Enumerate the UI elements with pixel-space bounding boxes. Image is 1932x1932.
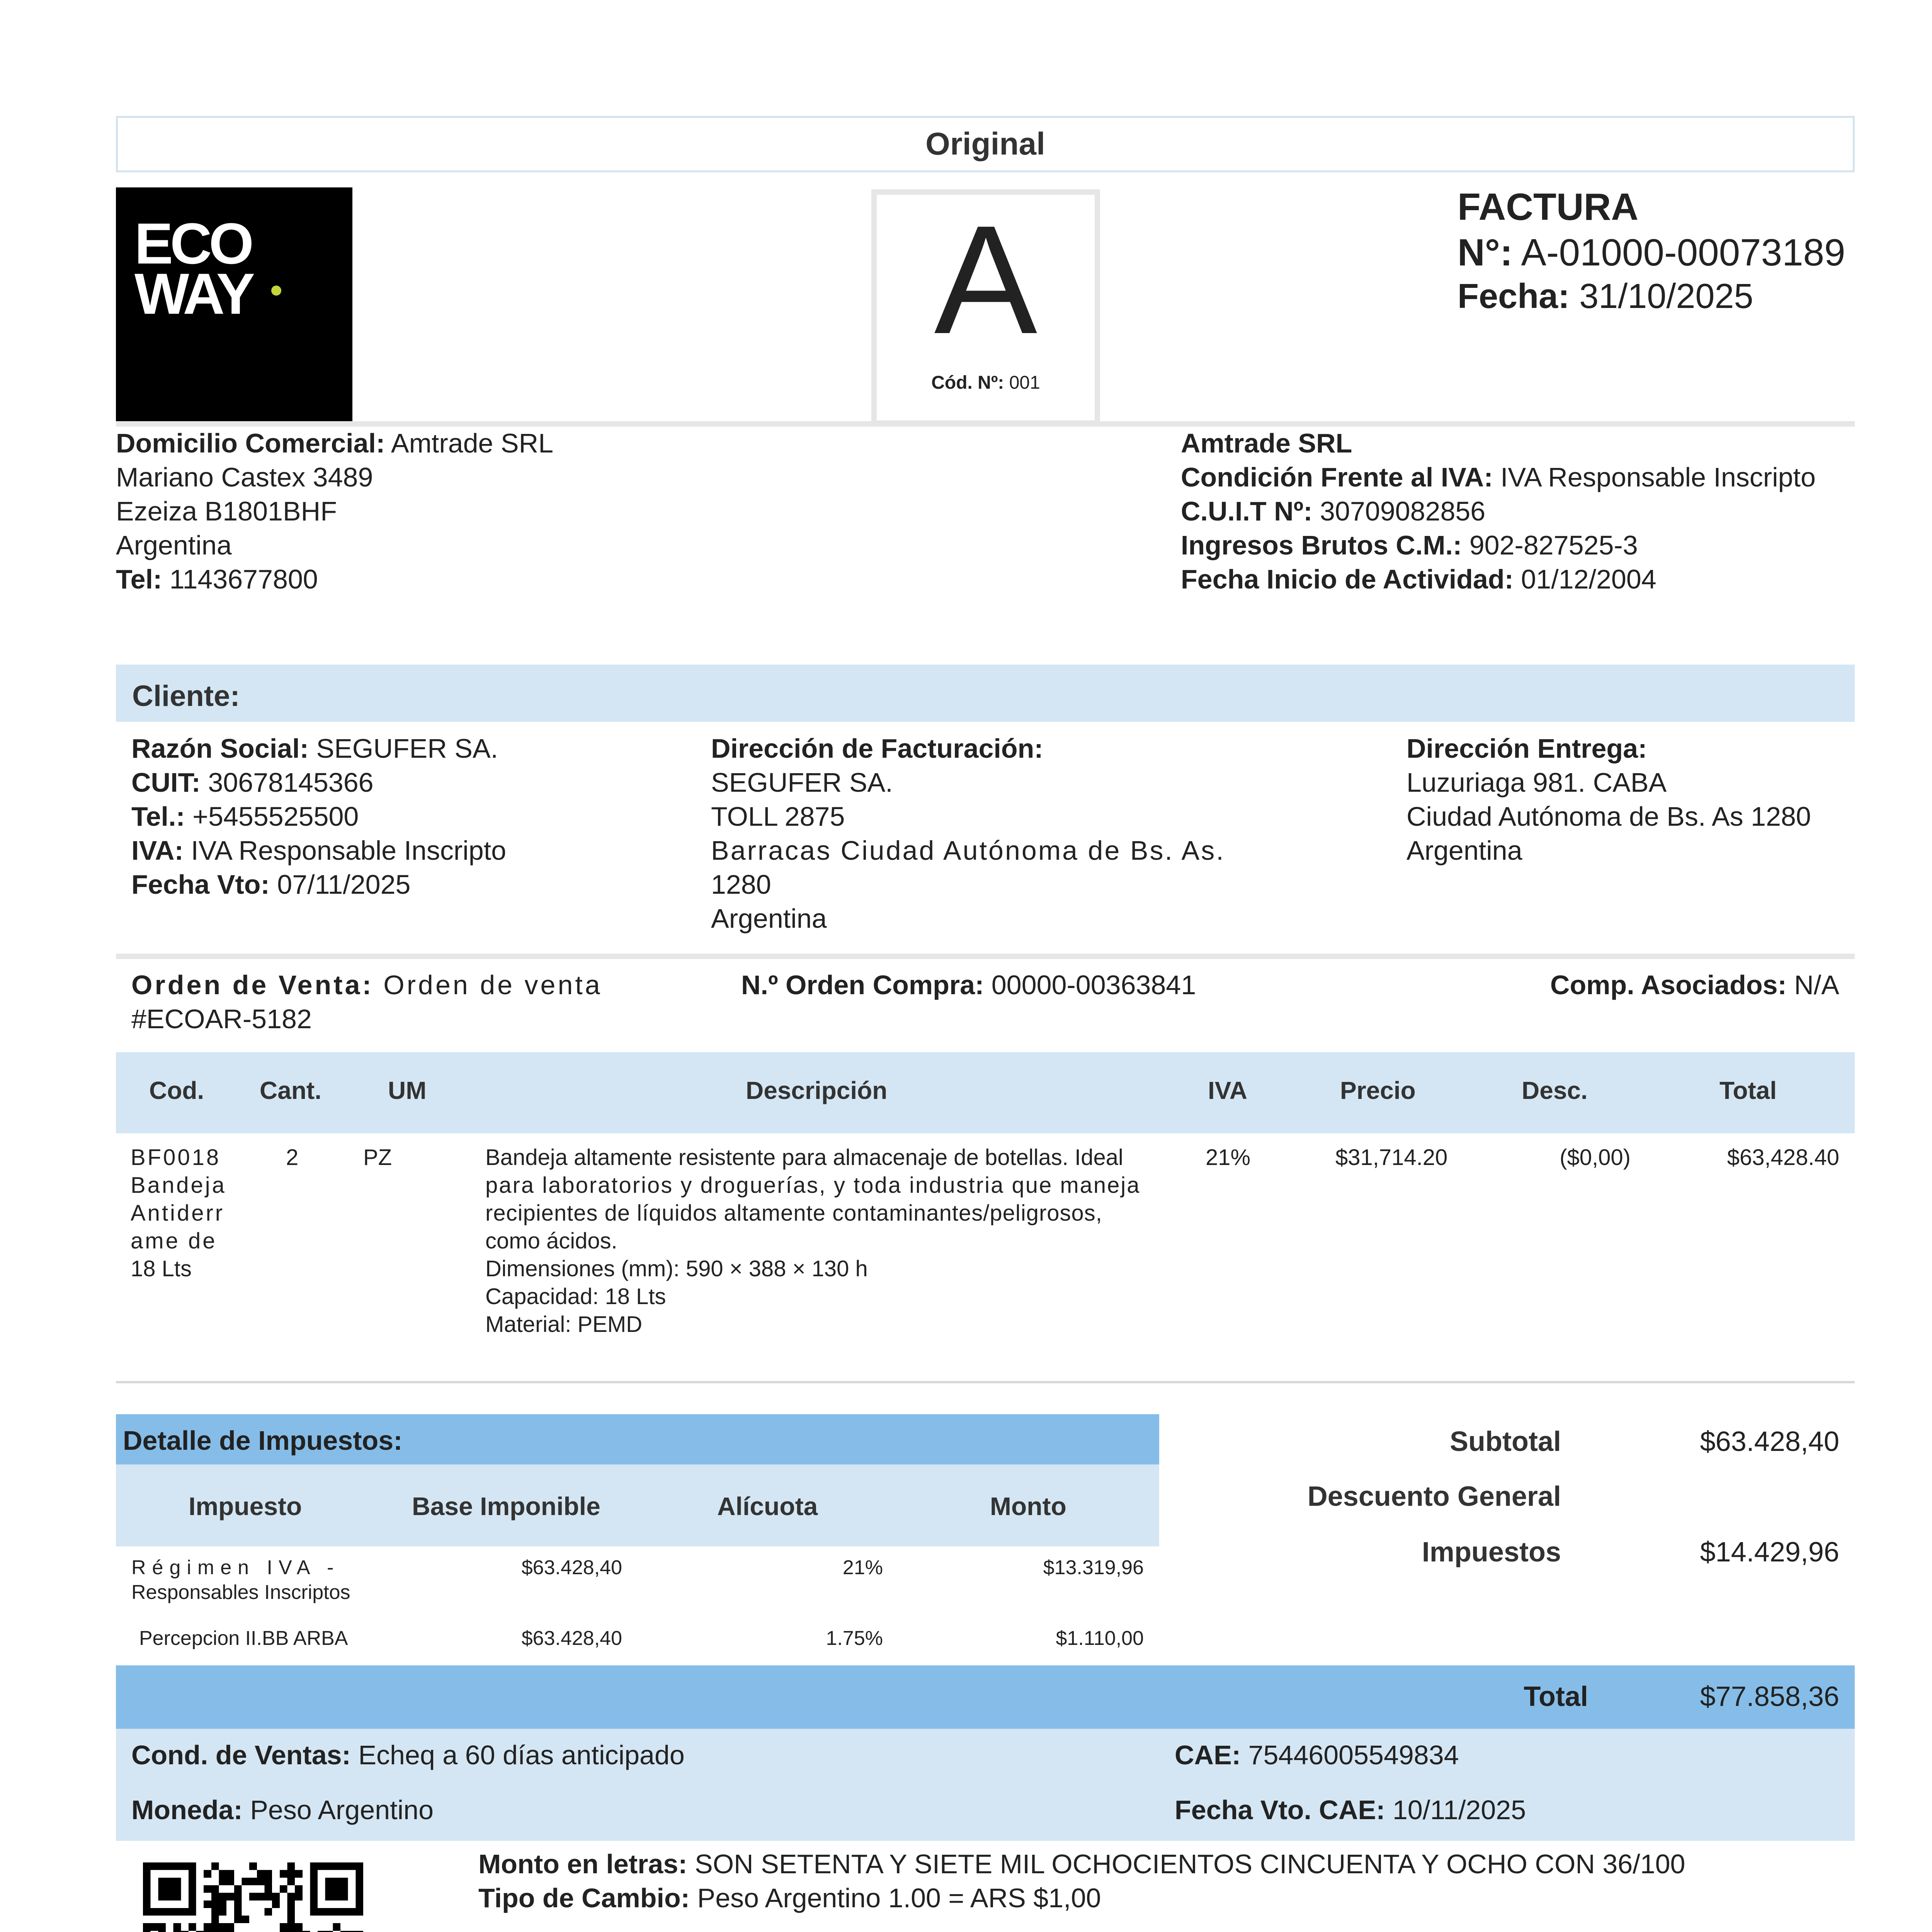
amount-in-words-line <box>478 1847 1685 1881</box>
issuer-cuit-label: C.U.I.T Nº: <box>1181 496 1313 526</box>
delivery-line1: Luzuriaga 981. CABA <box>1406 767 1667 798</box>
issuer-inicio-value: 01/12/2004 <box>1521 564 1656 594</box>
invoice-number-value: A-01000-00073189 <box>1521 231 1845 274</box>
client-tel-line <box>131 799 506 833</box>
tax-col-alicuota: Alícuota <box>717 1492 818 1520</box>
item-iva: 21% <box>1206 1145 1251 1170</box>
issuer-iva-label: Condición Frente al IVA: <box>1181 462 1493 492</box>
issuer-tel-line <box>116 562 553 596</box>
item-cod <box>131 1144 231 1283</box>
item-um: PZ <box>363 1145 392 1170</box>
subtotal-label: Subtotal <box>1450 1426 1561 1457</box>
exchange-rate-value: Peso Argentino 1.00 = ARS $1,00 <box>697 1883 1101 1913</box>
invoice-number <box>1458 232 1845 274</box>
billing-label: Dirección de Facturación: <box>711 733 1043 764</box>
sale-conditions-line <box>131 1738 685 1772</box>
issuer-name: Amtrade SRL <box>1181 428 1352 458</box>
issuer-iibb-line <box>1181 528 1816 562</box>
col-cod: Cod. <box>149 1077 204 1104</box>
sales-order-label: Orden de Venta: <box>131 970 374 1000</box>
sales-order-line <box>131 968 602 1002</box>
issuer-iibb-value: 902-827525-3 <box>1469 530 1638 560</box>
issuer-iva-value: IVA Responsable Inscripto <box>1500 462 1816 492</box>
tax-row-rate: 21% <box>842 1556 883 1579</box>
tax-row-base: $63.428,40 <box>521 1627 622 1650</box>
logo-text-line2: WAY <box>134 261 252 326</box>
item-cod-line: Bandeja <box>131 1173 226 1198</box>
cod-value: 001 <box>1009 372 1040 393</box>
issuer-iva-line <box>1181 460 1816 494</box>
cae-line <box>1175 1738 1459 1772</box>
invoice-letter: A <box>934 193 1037 366</box>
invoice-letter-box <box>871 189 1100 426</box>
associated-docs-label: Comp. Asociados: <box>1550 970 1787 1000</box>
col-desc: Desc. <box>1522 1077 1588 1104</box>
amount-in-words-label: Monto en letras: <box>478 1849 687 1879</box>
delivery-line2: Ciudad Autónoma de Bs. As 1280 <box>1406 801 1811 832</box>
client-vto-value: 07/11/2025 <box>277 869 411 900</box>
tax-col-monto: Monto <box>990 1492 1066 1520</box>
document-type: FACTURA <box>1458 185 1639 228</box>
billing-address-block <box>711 731 1267 935</box>
issuer-city: Ezeiza B1801BHF <box>116 496 337 526</box>
logo-dot <box>271 286 281 296</box>
delivery-label: Dirección Entrega: <box>1406 733 1647 764</box>
cae-label: CAE: <box>1175 1740 1241 1770</box>
tax-row-amount: $1.110,00 <box>1056 1627 1144 1650</box>
item-desc-amount: ($0,00) <box>1560 1145 1631 1170</box>
tax-row-rate: 1.75% <box>826 1627 883 1650</box>
issuer-tel-label: Tel: <box>116 564 162 594</box>
grand-total-value: $77.858,36 <box>1700 1681 1839 1712</box>
cae-value: 75446005549834 <box>1248 1740 1459 1770</box>
item-precio: $31,714.20 <box>1335 1145 1448 1170</box>
item-cod-line: ame de <box>131 1228 217 1253</box>
billing-line4: 1280 <box>711 869 771 900</box>
issuer-cuit-line <box>1181 494 1816 528</box>
item-desc-line: como ácidos. <box>485 1228 617 1253</box>
client-razon-label: Razón Social: <box>131 733 309 764</box>
taxes-title-bar <box>116 1414 1159 1464</box>
invoice-number-label: N°: <box>1458 231 1513 274</box>
exchange-rate-label: Tipo de Cambio: <box>478 1883 690 1913</box>
cod-label: Cód. Nº: <box>931 372 1004 393</box>
purchase-order-label: N.º Orden Compra: <box>741 970 984 1000</box>
item-desc-line: para laboratorios y droguerías, y toda industria que maneja <box>485 1173 1141 1198</box>
issuer-tax-block <box>1181 426 1816 596</box>
item-desc-line: Capacidad: 18 Lts <box>485 1284 666 1309</box>
item-cant: 2 <box>286 1145 299 1170</box>
client-cuit-label: CUIT: <box>131 767 201 798</box>
billing-line2: TOLL 2875 <box>711 801 845 832</box>
issuer-iibb-label: Ingresos Brutos C.M.: <box>1181 530 1462 560</box>
issuer-country: Argentina <box>116 530 232 560</box>
invoice-date <box>1458 277 1753 316</box>
purchase-order-value: 00000-00363841 <box>991 970 1196 1000</box>
currency-label: Moneda: <box>131 1795 243 1825</box>
client-section-header <box>116 665 1855 722</box>
delivery-address-block <box>1406 731 1811 867</box>
billing-line1: SEGUFER SA. <box>711 767 893 798</box>
client-tel-value: +5455525500 <box>192 801 359 832</box>
issuer-cuit-value: 30709082856 <box>1320 496 1486 526</box>
cae-expiry-line <box>1175 1793 1526 1827</box>
invoice-date-label: Fecha: <box>1458 277 1570 316</box>
currency-value: Peso Argentino <box>250 1795 434 1825</box>
item-desc-line: Bandeja altamente resistente para almacenaje de botellas. Ideal <box>485 1145 1123 1170</box>
item-desc-line: Material: PEMD <box>485 1312 643 1337</box>
invoice-date-value: 31/10/2025 <box>1579 277 1753 316</box>
tax-row-name-line1: Régimen IVA - <box>131 1556 340 1579</box>
col-cant: Cant. <box>260 1077 321 1104</box>
copy-label-text: Original <box>925 126 1045 162</box>
items-table-header <box>116 1052 1855 1133</box>
client-razon-value: SEGUFER SA. <box>316 733 498 764</box>
discount-label: Descuento General <box>1307 1481 1561 1512</box>
qr-code-icon <box>143 1862 363 1932</box>
billing-line3: Barracas Ciudad Autónoma de Bs. As. <box>711 835 1225 866</box>
col-um: UM <box>388 1077 427 1104</box>
sales-order-block <box>131 968 602 1036</box>
client-section-title: Cliente: <box>132 680 240 713</box>
client-iva-label: IVA: <box>131 835 184 866</box>
domicilio-value: Amtrade SRL <box>391 428 554 458</box>
item-cod-line: BF0018 <box>131 1145 221 1170</box>
copy-label <box>116 116 1855 172</box>
client-vto-label: Fecha Vto: <box>131 869 270 900</box>
tax-row-name-line2: Responsables Inscriptos <box>131 1581 350 1604</box>
divider <box>116 954 1855 959</box>
issuer-street: Mariano Castex 3489 <box>116 462 373 492</box>
purchase-order-line <box>741 968 1196 1002</box>
tax-col-base: Base Imponible <box>412 1492 600 1520</box>
tax-col-impuesto: Impuesto <box>189 1492 302 1520</box>
delivery-line3: Argentina <box>1406 835 1522 866</box>
item-desc-line: Dimensiones (mm): 590 × 388 × 130 h <box>485 1256 868 1281</box>
grand-total-label: Total <box>1524 1681 1588 1712</box>
currency-line <box>131 1793 434 1827</box>
issuer-inicio-line <box>1181 562 1816 596</box>
domicilio-line <box>116 426 553 460</box>
amount-in-words-value: SON SETENTA Y SIETE MIL OCHOCIENTOS CINCUENTA Y OCHO CON 36/100 <box>695 1849 1685 1879</box>
col-precio: Precio <box>1340 1077 1416 1104</box>
taxes-total-value: $14.429,96 <box>1700 1537 1839 1568</box>
tax-row-amount: $13.319,96 <box>1043 1556 1144 1579</box>
client-cuit-value: 30678145366 <box>208 767 374 798</box>
client-cuit-line <box>131 765 506 799</box>
invoice-code <box>877 372 1095 393</box>
client-iva-value: IVA Responsable Inscripto <box>191 835 507 866</box>
tax-row-name <box>131 1555 363 1605</box>
issuer-address-block <box>116 426 553 596</box>
sale-conditions-value: Echeq a 60 días anticipado <box>358 1740 685 1770</box>
issuer-tel-value: 1143677800 <box>169 564 318 594</box>
item-cod-line: Antiderr <box>131 1201 225 1226</box>
col-descripcion: Descripción <box>746 1077 888 1104</box>
issuer-inicio-label: Fecha Inicio de Actividad: <box>1181 564 1514 594</box>
tax-row-base: $63.428,40 <box>521 1556 622 1579</box>
client-vto-line <box>131 867 506 901</box>
cae-expiry-label: Fecha Vto. CAE: <box>1175 1795 1385 1825</box>
associated-docs-value: N/A <box>1794 970 1839 1000</box>
logo-text-line1: ECO <box>134 211 251 276</box>
taxes-total-label: Impuestos <box>1422 1537 1561 1568</box>
subtotal-value: $63.428,40 <box>1700 1426 1839 1457</box>
sales-order-value-line2: #ECOAR-5182 <box>131 1004 312 1034</box>
taxes-title: Detalle de Impuestos: <box>123 1425 403 1456</box>
client-razon-line <box>131 731 506 765</box>
company-logo <box>116 187 352 424</box>
item-cod-line: 18 Lts <box>131 1256 192 1281</box>
col-iva: IVA <box>1208 1077 1247 1104</box>
divider <box>116 1381 1855 1383</box>
sales-order-value: Orden de venta <box>383 970 602 1000</box>
total-bar <box>116 1665 1855 1729</box>
billing-line5: Argentina <box>711 903 827 934</box>
divider <box>116 421 1855 427</box>
exchange-rate-line <box>478 1881 1101 1915</box>
client-tel-label: Tel.: <box>131 801 185 832</box>
item-description <box>485 1144 1154 1338</box>
associated-docs-line <box>1550 968 1839 1002</box>
sale-conditions-label: Cond. de Ventas: <box>131 1740 351 1770</box>
item-desc-line: recipientes de líquidos altamente contaminantes/peligrosos, <box>485 1201 1102 1226</box>
col-total: Total <box>1719 1077 1777 1104</box>
client-iva-line <box>131 833 506 867</box>
domicilio-label: Domicilio Comercial: <box>116 428 385 458</box>
item-total: $63,428.40 <box>1727 1145 1839 1170</box>
client-info-block <box>131 731 506 901</box>
cae-expiry-value: 10/11/2025 <box>1392 1795 1526 1825</box>
tax-row-name: Percepcion II.BB ARBA <box>139 1627 348 1650</box>
